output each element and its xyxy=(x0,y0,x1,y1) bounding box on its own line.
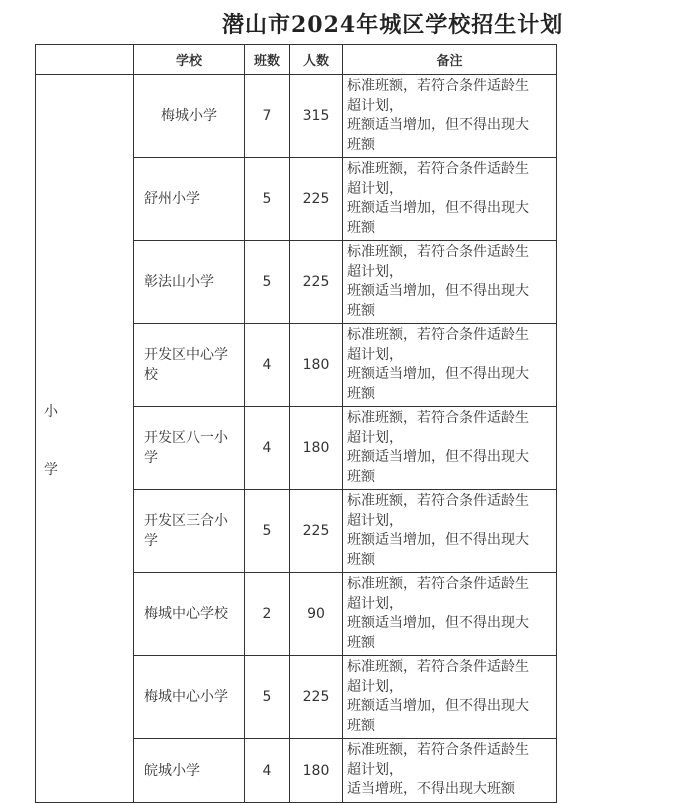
note-line: 班额适当增加，但不得出现大 xyxy=(347,698,529,714)
note-line: 标准班额，若符合条件适龄生 xyxy=(347,493,529,509)
note-line: 超计划， xyxy=(347,595,403,612)
class-count: 5 xyxy=(245,241,290,324)
note-cell xyxy=(343,739,557,803)
note-line: 班额适当增加，但不得出现大 xyxy=(347,117,529,133)
note-line: 班额适当增加，但不得出现大 xyxy=(347,200,529,216)
class-count: 5 xyxy=(245,490,290,573)
note-line: 班额 xyxy=(347,302,375,319)
note-cell xyxy=(343,407,557,490)
table-row xyxy=(36,75,557,158)
note-cell xyxy=(343,241,557,324)
student-count: 225 xyxy=(290,490,343,573)
enrollment-table xyxy=(35,44,557,803)
header-notes: 备注 xyxy=(343,45,557,75)
note-line: 超计划， xyxy=(347,512,403,529)
student-count: 180 xyxy=(290,739,343,803)
student-count: 225 xyxy=(290,158,343,241)
school-name: 舒州小学 xyxy=(134,158,245,241)
student-count: 225 xyxy=(290,656,343,739)
note-line: 班额适当增加，但不得出现大 xyxy=(347,532,529,548)
school-name: 开发区中心学校 xyxy=(134,324,245,407)
header-blank xyxy=(36,45,134,75)
school-name: 梅城小学 xyxy=(134,75,245,158)
note-line: 班额 xyxy=(347,717,375,734)
note-line: 标准班额，若符合条件适龄生 xyxy=(347,327,529,343)
note-line: 班额 xyxy=(347,468,375,485)
school-name: 梅城中心学校 xyxy=(134,573,245,656)
note-cell xyxy=(343,656,557,739)
note-line: 班额 xyxy=(347,634,375,651)
note-cell xyxy=(343,490,557,573)
note-line: 班额 xyxy=(347,551,375,568)
student-count: 90 xyxy=(290,573,343,656)
note-cell xyxy=(343,75,557,158)
level-cell xyxy=(36,75,134,803)
level-char-2: 学 xyxy=(44,462,58,478)
note-line: 超计划， xyxy=(347,263,403,280)
class-count: 5 xyxy=(245,656,290,739)
note-line: 标准班额，若符合条件适龄生 xyxy=(347,244,529,260)
level-char-1: 小 xyxy=(44,404,58,420)
note-cell xyxy=(343,324,557,407)
note-line: 超计划， xyxy=(347,180,403,197)
header-students: 人数 xyxy=(290,45,343,75)
note-line: 标准班额，若符合条件适龄生 xyxy=(347,410,529,426)
note-line: 标准班额，若符合条件适龄生 xyxy=(347,161,529,177)
school-name: 开发区三合小学 xyxy=(134,490,245,573)
note-line: 班额适当增加，但不得出现大 xyxy=(347,449,529,465)
school-name: 梅城中心小学 xyxy=(134,656,245,739)
school-name: 彰法山小学 xyxy=(134,241,245,324)
note-line: 班额 xyxy=(347,219,375,236)
note-line: 班额适当增加，但不得出现大 xyxy=(347,283,529,299)
student-count: 180 xyxy=(290,324,343,407)
note-line: 标准班额，若符合条件适龄生 xyxy=(347,576,529,592)
page-title: 潜山市2024年城区学校招生计划 xyxy=(222,12,564,38)
note-line: 班额适当增加，但不得出现大 xyxy=(347,615,529,631)
class-count: 4 xyxy=(245,739,290,803)
class-count: 5 xyxy=(245,158,290,241)
note-cell xyxy=(343,573,557,656)
note-line: 适当增班，不得出现大班额 xyxy=(347,781,515,797)
header-classes: 班数 xyxy=(245,45,290,75)
note-line: 超计划， xyxy=(347,346,403,363)
school-name: 开发区八一小学 xyxy=(134,407,245,490)
table-header-row xyxy=(36,45,557,75)
note-line: 标准班额，若符合条件适龄生 xyxy=(347,742,529,758)
class-count: 4 xyxy=(245,407,290,490)
note-line: 标准班额，若符合条件适龄生 xyxy=(347,659,529,675)
student-count: 180 xyxy=(290,407,343,490)
note-cell xyxy=(343,158,557,241)
note-line: 标准班额，若符合条件适龄生 xyxy=(347,78,529,94)
class-count: 7 xyxy=(245,75,290,158)
header-school: 学校 xyxy=(134,45,245,75)
note-line: 超计划， xyxy=(347,678,403,695)
note-line: 班额 xyxy=(347,385,375,402)
class-count: 4 xyxy=(245,324,290,407)
student-count: 225 xyxy=(290,241,343,324)
school-name: 皖城小学 xyxy=(134,739,245,803)
note-line: 超计划， xyxy=(347,761,403,778)
note-line: 超计划， xyxy=(347,97,403,114)
note-line: 班额适当增加，但不得出现大 xyxy=(347,366,529,382)
note-line: 班额 xyxy=(347,136,375,153)
student-count: 315 xyxy=(290,75,343,158)
class-count: 2 xyxy=(245,573,290,656)
note-line: 超计划， xyxy=(347,429,403,446)
